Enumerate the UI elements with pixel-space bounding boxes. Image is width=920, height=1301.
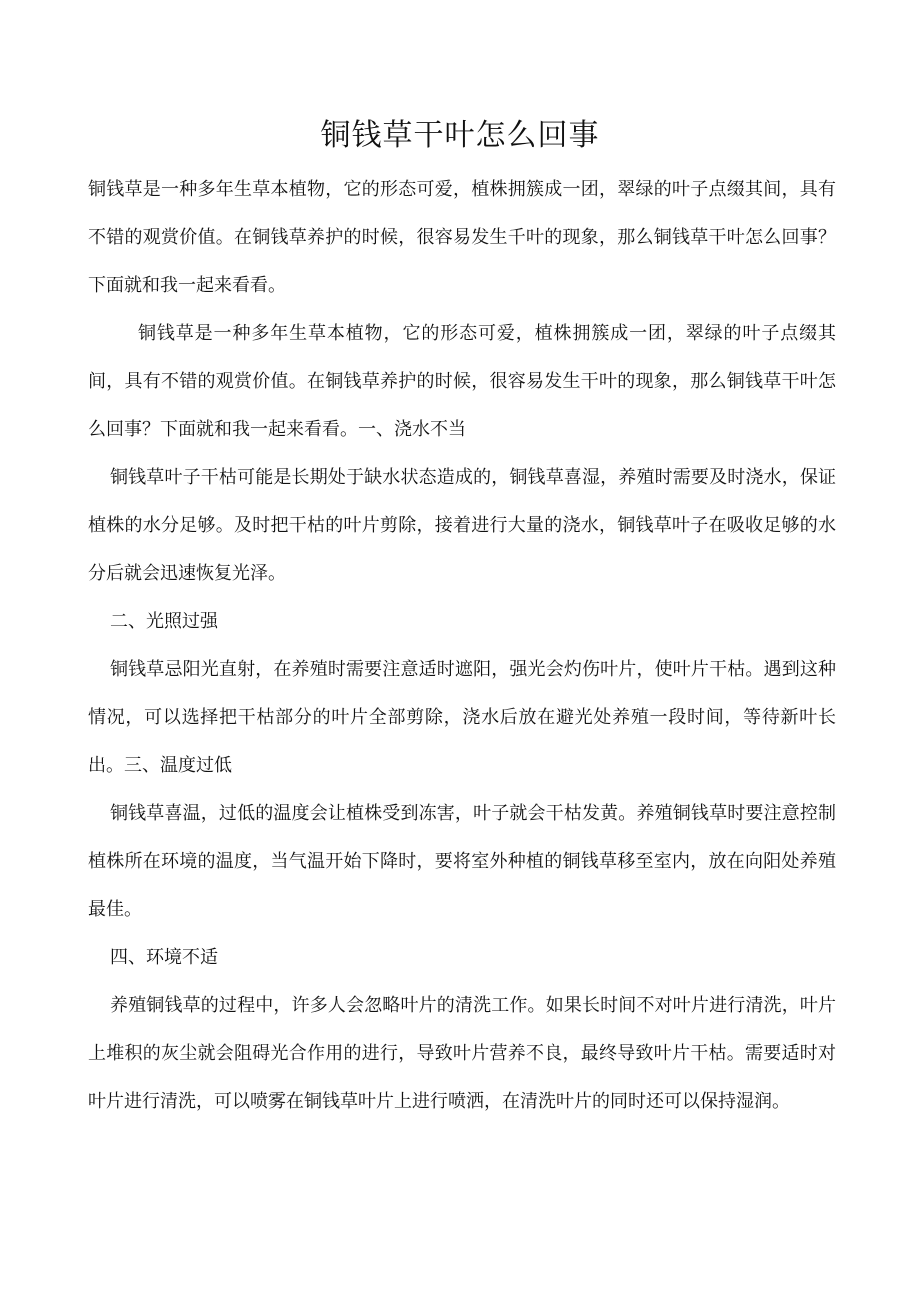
- intro-paragraph: 铜钱草是一种多年生草本植物，它的形态可爱，植株拥簇成一团，翠绿的叶子点缀其间，具有不错的观赏价值。在铜钱草养护的时候，很容易发生千叶的现象，那么铜钱草干叶怎么回事？下面就和我一起来看看。: [88, 179, 836, 296]
- section-heading: 四、环境不适: [110, 947, 218, 968]
- body-paragraph: 铜钱草叶子干枯可能是长期处于缺水状态造成的，铜钱草喜湿，养殖时需要及时浇水，保证植株的水分足够。及时把干枯的叶片剪除，接着进行大量的浇水，铜钱草叶子在吸收足够的水分后就会迅速恢复光泽。: [88, 467, 836, 584]
- body-paragraph: 铜钱草喜温，过低的温度会让植株受到冻害，叶子就会干枯发黄。养殖铜钱草时要注意控制植株所在环境的温度，当气温开始下降时，要将室外种植的铜钱草移至室内，放在向阳处养殖最佳。: [88, 803, 836, 920]
- section-heading: 二、光照过强: [110, 611, 218, 632]
- body-paragraph: 养殖铜钱草的过程中，许多人会忽略叶片的清洗工作。如果长时间不对叶片进行清洗，叶片上堆积的灰尘就会阻碍光合作用的进行，导致叶片营养不良，最终导致叶片干枯。需要适时对叶片进行清洗，可以喷雾在铜钱草叶片上进行喷洒，在清洗叶片的同时还可以保持湿润。: [88, 995, 836, 1112]
- body-paragraph: 铜钱草忌阳光直射，在养殖时需要注意适时遮阳，强光会灼伤叶片，使叶片干枯。遇到这种情况，可以选择把干枯部分的叶片全部剪除，浇水后放在避光处养殖一段时间，等待新叶长出。三、温度过低: [88, 659, 836, 776]
- document-title: 铜钱草干叶怎么回事: [320, 118, 600, 153]
- document-body: [88, 166, 836, 1126]
- body-paragraph: 铜钱草是一种多年生草本植物，它的形态可爱，植株拥簇成一团，翠绿的叶子点缀其间，具有不错的观赏价值。在铜钱草养护的时候，很容易发生干叶的现象，那么铜钱草干叶怎么回事？下面就和我一起来看看。一、浇水不当: [88, 323, 836, 440]
